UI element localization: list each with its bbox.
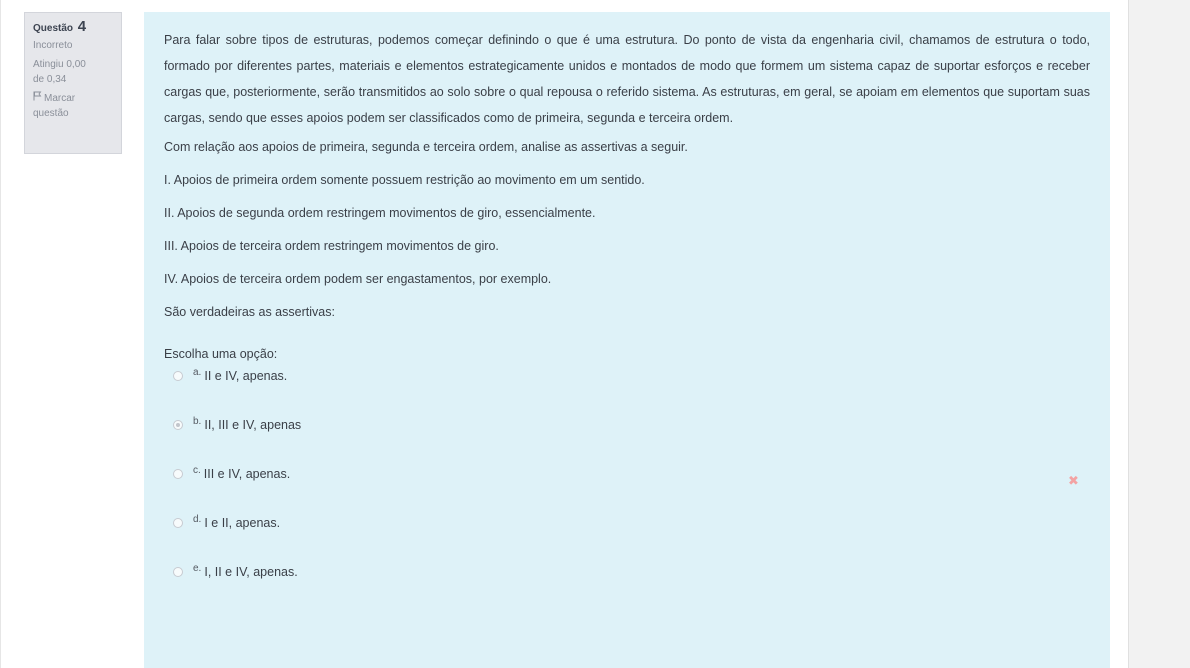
question-closing: São verdadeiras as assertivas:: [164, 305, 335, 319]
radio-a[interactable]: [173, 371, 183, 381]
statement-1: I. Apoios de primeira ordem somente possuem restrição ao movimento em um sentido.: [164, 173, 645, 187]
radio-b-selected[interactable]: [173, 420, 183, 430]
right-sidebar-gutter: [1129, 0, 1190, 668]
question-title: [33, 19, 113, 36]
question-score: [33, 57, 113, 87]
flag-label-1[interactable]: Marcar: [44, 93, 76, 104]
option-letter: c.: [193, 465, 201, 476]
option-text[interactable]: I, II e IV, apenas.: [204, 565, 298, 579]
question-intro: Para falar sobre tipos de estruturas, podemos começar definindo o que é uma estrutura. Do ponto de vista da engenharia civil, chamamos de estrutura o todo, formado por diferentes partes, materiais e elementos estrategicamente unidos e montados de modo que formem um sistema capaz de suportar esforços e receber cargas que, posteriormente, serão transmitidos ao solo sobre o qual repousa o referido sistema. As estruturas, em geral, se apoiam em elementos que suportam suas cargas, sendo que esses apoios podem ser classificados como de primeira, segunda e terceira ordem.: [164, 33, 1090, 125]
question-content: [144, 12, 1110, 668]
radio-c[interactable]: [173, 469, 183, 479]
statement-3: III. Apoios de terceira ordem restringem movimentos de giro.: [164, 239, 499, 253]
option-letter: b.: [193, 416, 202, 427]
radio-d[interactable]: [173, 518, 183, 528]
question-number: 4: [77, 18, 87, 35]
answer-options: [164, 366, 1090, 582]
question-info-panel: [24, 12, 122, 154]
option-text[interactable]: III e IV, apenas.: [203, 467, 291, 481]
option-d[interactable]: [164, 513, 1090, 533]
option-b[interactable]: [164, 415, 1090, 435]
statement-2: II. Apoios de segunda ordem restringem movimentos de giro, essencialmente.: [164, 206, 596, 220]
option-e[interactable]: [164, 562, 1090, 582]
score-line-1: Atingiu 0,00: [33, 59, 86, 70]
option-letter: d.: [193, 514, 202, 525]
question-status: Incorreto: [33, 40, 73, 51]
score-line-2: de 0,34: [33, 74, 67, 85]
flag-question-link[interactable]: [33, 91, 113, 121]
option-letter: a.: [193, 367, 202, 378]
radio-e[interactable]: [173, 567, 183, 577]
option-text[interactable]: II, III e IV, apenas: [204, 418, 302, 432]
question-label: Questão: [33, 23, 74, 34]
option-c[interactable]: [164, 464, 1090, 484]
question-instruction: Com relação aos apoios de primeira, segunda e terceira ordem, analise as assertivas a seguir.: [164, 140, 688, 154]
option-text[interactable]: I e II, apenas.: [204, 516, 281, 530]
option-letter: e.: [193, 563, 202, 574]
flag-icon[interactable]: [33, 91, 42, 106]
statement-4: IV. Apoios de terceira ordem podem ser engastamentos, por exemplo.: [164, 272, 552, 286]
option-a[interactable]: [164, 366, 1090, 386]
flag-label-2[interactable]: questão: [33, 108, 69, 119]
option-text[interactable]: II e IV, apenas.: [204, 369, 288, 383]
incorrect-x-icon: ✖: [1068, 473, 1079, 488]
choose-option-label: Escolha uma opção:: [164, 347, 278, 361]
